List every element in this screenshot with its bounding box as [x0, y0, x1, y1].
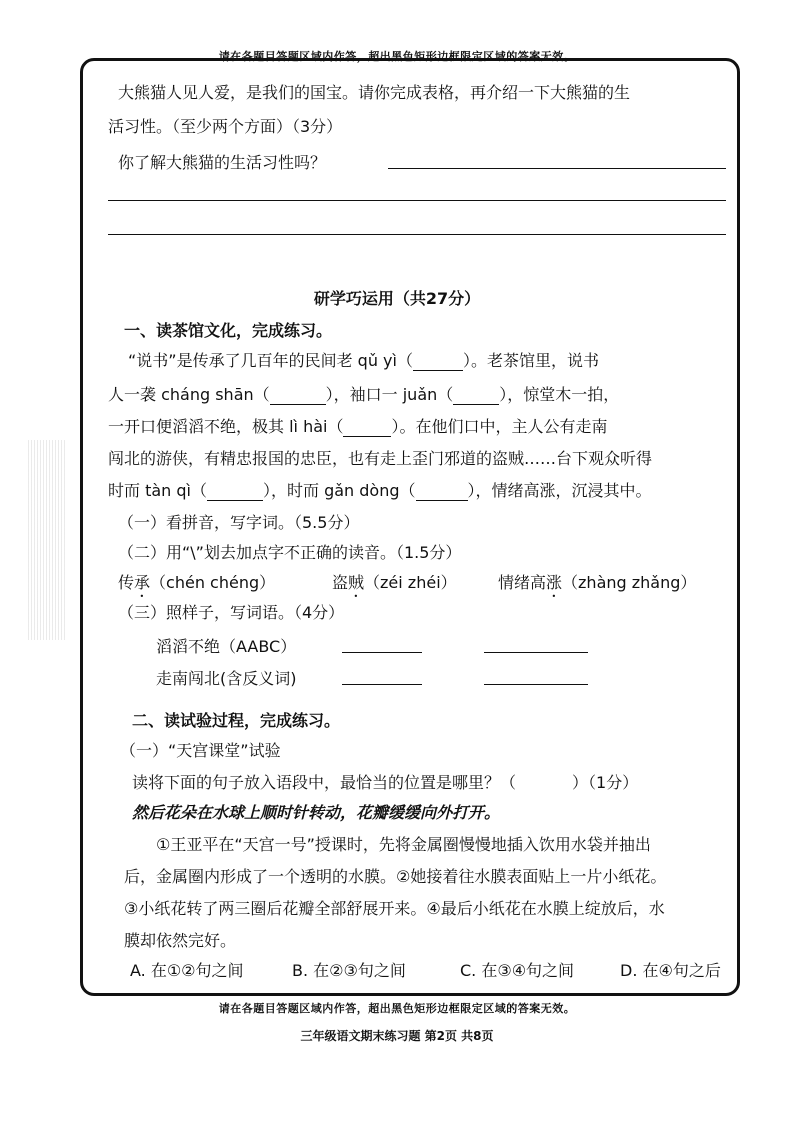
- option-a[interactable]: A. 在①②句之间: [130, 961, 244, 980]
- top-notice: 请在各题目答题区域内作答，超出黑色矩形边框限定区域的答案无效。: [218, 50, 576, 63]
- part2-para-1: ①王亚平在“天宫一号”授课时，先将金属圈慢慢地插入饮用水袋并抽出: [156, 835, 651, 854]
- option-c[interactable]: C. 在③④句之间: [460, 961, 575, 980]
- answer-antonym-2[interactable]: [484, 684, 588, 685]
- blank-lihai[interactable]: [343, 436, 391, 437]
- option-b[interactable]: B. 在②③句之间: [292, 961, 406, 980]
- panda-question: 你了解大熊猫的生活习性吗？: [118, 153, 327, 172]
- part1-line-5: 时而 tàn qì（ ），时而 gǎn dòng（ ），情绪高涨，沉浸其中。: [108, 481, 652, 500]
- answer-line-2[interactable]: [108, 200, 726, 201]
- word-gaozhang[interactable]: 情绪高涨（zhàng zhǎng）: [498, 573, 697, 592]
- answer-aabc-1[interactable]: [342, 652, 422, 653]
- part1-line-4: 闯北的游侠，有精忠报国的忠臣，也有走上歪门邪道的盗贼……台下观众听得: [108, 449, 653, 468]
- example-antonym: 走南闯北(含反义词): [156, 669, 297, 688]
- answer-antonym-1[interactable]: [342, 684, 422, 685]
- example-aabc: 滔滔不绝（AABC）: [156, 637, 297, 656]
- part1-heading: 一、读茶馆文化，完成练习。: [124, 321, 333, 340]
- section-title: 研学巧运用（共27分）: [313, 289, 481, 308]
- blank-quyi[interactable]: [413, 370, 463, 371]
- panda-line-1: 大熊猫人见人爱，是我们的国宝。请你完成表格，再介绍一下大熊猫的生: [118, 83, 631, 102]
- scan-noise: [28, 440, 66, 640]
- panda-line-2: 活习性。（至少两个方面）（3分）: [108, 117, 343, 136]
- question-1: （一）看拼音，写字词。（5.5分）: [118, 513, 360, 532]
- part1-line-1: “说书”是传承了几百年的民间老 qǔ yì（ ）。老茶馆里，说书: [128, 351, 599, 370]
- question-2: （二）用“\”划去加点字不正确的读音。（1.5分）: [118, 543, 462, 562]
- question-3: （三）照样子，写词语。（4分）: [118, 603, 345, 622]
- part2-heading: 二、读试验过程，完成练习。: [132, 711, 341, 730]
- part2-para-4: 膜却依然完好。: [124, 931, 237, 950]
- word-chengcheng[interactable]: 传承（chén chéng）: [118, 573, 276, 592]
- part1-line-3: 一开口便滔滔不绝，极其 lì hài（ ）。在他们口中，主人公有走南: [108, 417, 608, 436]
- answer-aabc-2[interactable]: [484, 652, 588, 653]
- blank-changshan[interactable]: [270, 404, 326, 405]
- part2-para-3: ③小纸花转了两三圈后花瓣全部舒展开来。④最后小纸花在水膜上绽放后，水: [124, 899, 665, 918]
- insert-sentence: 然后花朵在水球上顺时针转动，花瓣缓缓向外打开。: [132, 803, 501, 822]
- answer-line-3[interactable]: [108, 234, 726, 235]
- part2-subheading: （一）“天宫课堂”试验: [120, 741, 281, 760]
- page-footer: 三年级语文期末练习题 第2页 共8页: [300, 1029, 494, 1043]
- word-daozei[interactable]: 盗贼（zéi zhéi）: [332, 573, 457, 592]
- bottom-notice: 请在各题目答题区域内作答，超出黑色矩形边框限定区域的答案无效。: [218, 1002, 576, 1015]
- blank-juan[interactable]: [453, 404, 499, 405]
- blank-tanqi[interactable]: [207, 500, 263, 501]
- part1-line-2: 人一袭 cháng shān（ ），袖口一 juǎn（ ），惊堂木一拍，: [108, 385, 620, 404]
- answer-line-1[interactable]: [388, 168, 726, 169]
- part2-para-2: 后，金属圈内形成了一个透明的水膜。②她接着往水膜表面贴上一片小纸花。: [124, 867, 667, 886]
- part2-question: 读将下面的句子放入语段中，最恰当的位置是哪里？（ ）（1分）: [132, 773, 639, 792]
- blank-gandong[interactable]: [416, 500, 468, 501]
- option-d[interactable]: D. 在④句之后: [620, 961, 721, 980]
